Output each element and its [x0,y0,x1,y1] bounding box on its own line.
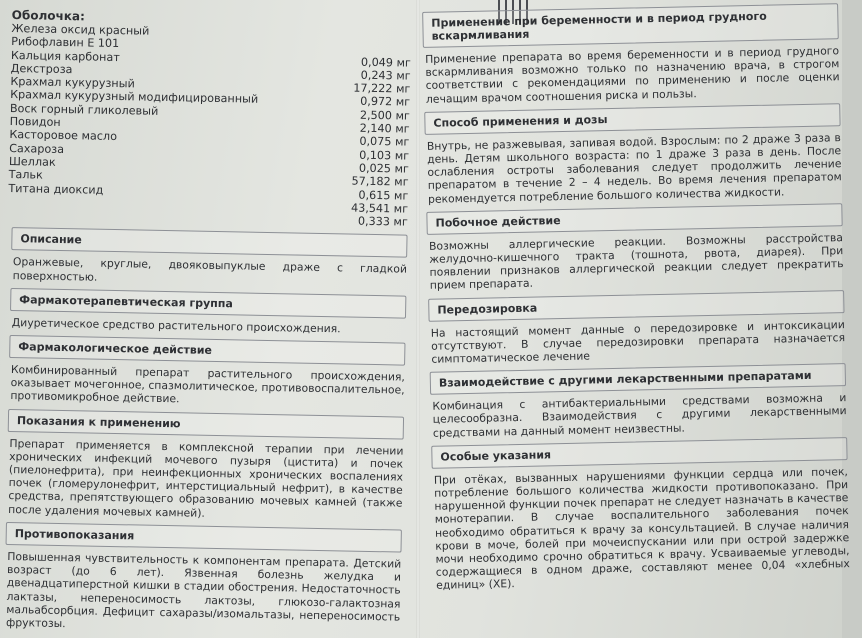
ingredient-dose: 0,972 мг [360,95,411,110]
right-column [418,0,850,593]
ingredient-dose [351,42,411,56]
ingredient-name: Крахмал кукурузный [10,75,135,91]
section-header: Побочное действие [426,203,842,235]
section-text: Оранжевые, круглые, двояковыпуклые драже с гладкой поверхностью. [12,255,408,284]
ingredient-name: Кальция карбонат [10,48,120,64]
ingredient-dose: 0,333 мг [357,214,408,229]
section-text: На настоящий момент данные о передозировке и интоксикации отсутствуют. В случае передозировки препарата назначается симптоматическое лечение [430,317,846,366]
section-header: Противопоказания [6,522,402,553]
ingredient-dose: 0,103 мг [359,148,410,163]
ingredient-name: Крахмал кукурузный модифицированный [10,88,259,107]
section-text: Препарат применяется в комплексной терапии при лечении хронических инфекций мочевого пузыря (цистита) и почек (пиелонефрита), при неинфекционных хронических воспалениях почек (гломерулонефрит, интерстициальный нефрит), в качестве средства, препятствующего образованию мочевых камней (также после удаления мочевых камней). [8,436,404,520]
ingredient-name: Сахароза [9,141,65,156]
ingredient-name: Титана диоксид [8,181,104,197]
section-text: Внутрь, не разжевывая, запивая водой. Взрослым: по 2 драже 3 раза в день. Детям школьного возраста: по 1 драже 3 раза в день. После ослабления остроты заболевания следует продолжить лечение препаратом в течение 2 – 4 недель. Во время лечения препаратом рекомендуется потребление большого количества жидкости. [426,130,842,206]
ingredient-name: Рибофлавин Е 101 [11,35,120,51]
left-sections [0,227,408,636]
ingredient-name: Декстроза [10,61,73,77]
section-header: Передозировка [428,290,844,322]
ingredient-name: Воск горный гликолевый [9,101,159,118]
ingredient-dose [351,29,411,43]
section-header: Применение при беременности и в период грудного вскармливания [422,3,839,48]
ingredient-dose: 43,541 мг [350,201,409,216]
ingredient-name: Шеллак [8,154,56,169]
section-header: Фармакотерапевтическая группа [10,288,406,319]
composition-title: Оболочка: [11,7,85,24]
ingredient-dose: 0,243 мг [360,68,411,83]
ingredient-name: Повидон [9,115,61,130]
ingredient-name: Касторовое масло [9,128,118,144]
section-text: Применение препарата во время беременности и в период грудного вскармливания возможно только по назначению врача, в строгом соответствии с рекомендациями по применению и после оценки лечащим врачом соотношения риска и пользы. [424,44,840,106]
ingredient-dose: 2,500 мг [359,108,410,123]
section-text: При отёках, вызванных нарушениями функции сердца или почек, потребление большого количества жидкости противопоказано. При нарушенной функции почек препарат не следует назначать в качестве монотерапии. В случае воспалительного заболевания почек необходимо обратиться к врачу за консультацией. В случае наличия крови в моче, болей при мочеиспускании или при острой задержке мочи необходимо срочно обратиться к врачу. Усваиваемые углеводы, содержащиеся в одном драже, составляют менее 0,04 «хлебных единиц» (ХЕ). [433,464,850,593]
ingredient-name: Железа оксид красный [11,21,150,38]
ingredient-dose: 0,615 мг [358,188,409,203]
section-text: Диуретическое средство растительного происхождения. [11,315,341,336]
right-sections [418,3,850,592]
ingredient-dose: 0,075 мг [359,135,410,150]
section-text: Возможны аллергические реакции. Возможны расстройства желудочно-кишечного тракта (тошнота, рвота, диарея). При появлении признаков аллергической реакции следует прекратить прием препарата. [428,230,844,293]
ingredient-dose: 2,140 мг [359,121,410,136]
section-header: Особые указания [431,437,847,469]
left-column [0,0,412,637]
ingredient-name: Тальк [8,168,43,182]
ingredient-dose: 17,222 мг [353,81,411,96]
ingredient-dose: 0,025 мг [358,161,409,176]
section-text: Повышенная чувствительность к компонентам препарата. Детский возраст (до 6 лет). Язвенная болезнь желудка и двенадцатиперстной кишки в стадии обострения. Недостаточность лактазы, непереносимость лактозы, глюкозо-галактозная мальабсорбция. Дефицит сахаразы/изомальтазы, непереносимость фруктозы. [5,549,402,631]
ingredient-dose: 57,182 мг [351,174,409,189]
section-text: Комбинация с антибактериальными средствами возможна и целесообразна. Взаимодействия с другими лекарственными средствами на данный момент неизвестны. [432,391,847,440]
section-header: Фармакологическое действие [9,335,405,366]
section-header: Показания к применению [8,409,404,440]
ingredient-dose: 0,049 мг [360,55,411,70]
ingredient-list [8,22,412,229]
section-text: Комбинированный препарат растительного происхождения, оказывает мочегонное, спазмолитическое, противовоспалительное, противомикробное действие. [10,363,405,406]
section-header: Способ применения и дозы [424,103,840,135]
section-header: Описание [11,227,407,258]
section-header: Взаимодействие с другими лекарственными препаратами [430,363,846,395]
